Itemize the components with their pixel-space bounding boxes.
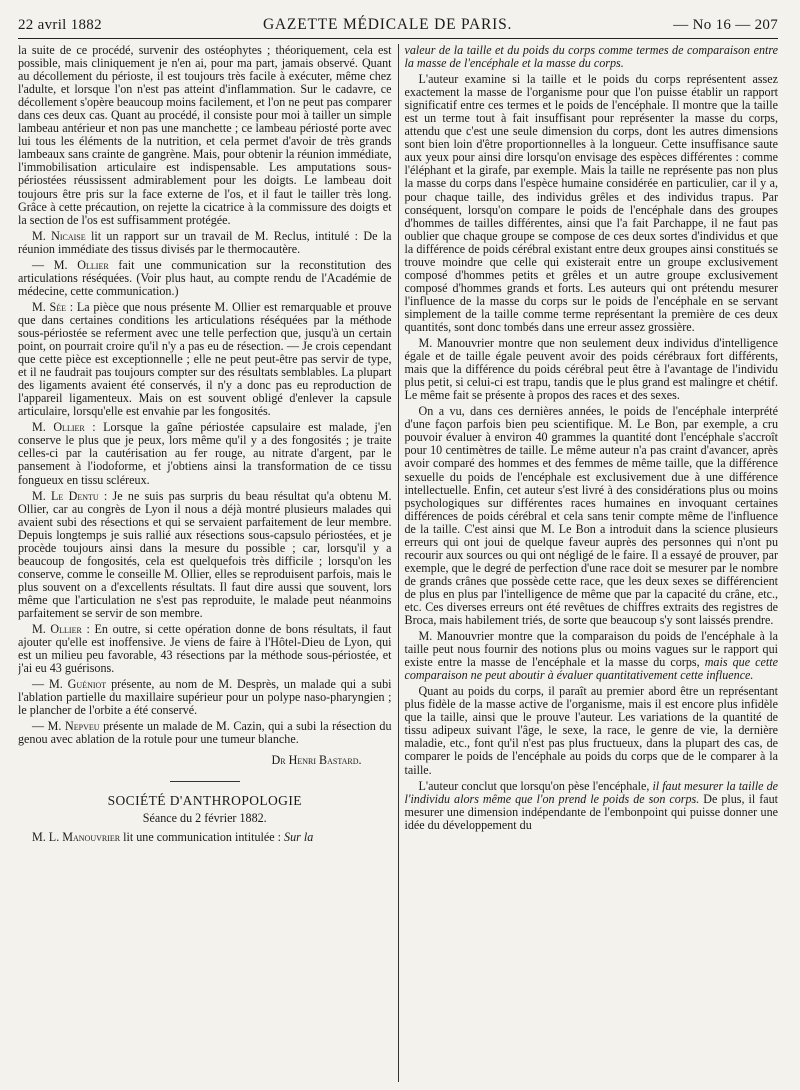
- section-separator: [170, 781, 240, 782]
- header-date: 22 avril 1882: [18, 17, 102, 33]
- paragraph-text: fait une communication sur la reconstitution des articulations réséquées. (Voir plus haut, au compte rendu de l'Académie de médecine, cette communication.): [18, 257, 392, 298]
- paragraph: [18, 623, 392, 675]
- paragraph: M. Manouvrier montre que non seulement deux individus d'intelligence égale et de taille égale peuvent avoir des poids cérébraux fort différents, mais que la différence du poids cérébral peut être à l'avantage de l'individu plus petit, si celui-ci est trapu, tandis que le plus grand est malingre et chétif. Le même fait se présente à propos des races et des sexes.: [404, 336, 778, 403]
- paragraph-text: : Je ne suis pas surpris du beau résultat qu'a obtenu M. Ollier, car au congrès de Lyon il nous a déjà montré plusieurs malades qui avaient subi des résections et qui se servaient parfaitement de leur membre. Depuis longtemps je suis rallié aux résections sous-capsulo périostées, et je procède toujours ainsi dans la mesure du possible ; car, lorsqu'il y a beaucoup de fongosités, cela est quelquefois très difficile ; lorsqu'on les conserve, comme le conseille M. Ollier, elles se reproduisent parfois, mais le plus souvent on a d'excellents résultats. Il faut dire aussi que souvent, lors même que l'articulation ne s'est pas reproduite, le malade peut néanmoins parfaitement se servir de son membre.: [18, 488, 392, 620]
- paragraph: On a vu, dans ces dernières années, le poids de l'encéphale interprété d'une façon parfois bien peu scientifique. M. Le Bon, par exemple, a cru pouvoir évaluer à environ 40 grammes la quantité dont l'encéphale s'accroît pour 10 centimètres de taille. Le même auteur n'a pas craint d'avancer, après avoir comparé des hommes et des femmes de même taille, que la différence sexuelle du poids de l'encéphale est exclusivement due à une différence intellectuelle. Enfin, cet auteur s'est livré à des considérations plus ou moins psychologiques sur différentes races humaines en invoquant certaines différences de poids cérébral et cela sans tenir compte même de l'influence de la taille. C'est ainsi que M. Le Bon a introduit dans la science plusieurs erreurs qui ont joui de quelque faveur auprès des personnes qui n'ont pu recourir aux sources ou qui ont négligé de le faire. Il a essayé de prouver, par exemple, que le degré de perfection d'une race doit se mesurer par le nombre de grands crânes que possède cette race, que les deux sexes se différencient de plus en plus par l'intelligence de même que par la capacité du crâne, etc., etc. Ces diverses erreurs ont été revêtues de chiffres extraits des registres de Broca, mais habilement triés, de sorte que beaucoup s'y sont laissés prendre.: [404, 404, 778, 628]
- paragraph: [405, 44, 779, 70]
- paragraph: [405, 630, 779, 682]
- paragraph-text: présente, au nom de M. Desprès, un malade qui a subi l'ablation partielle du maxillaire supérieur pour un polype naso-pharyngien ; le plancher de l'orbite a été conservé.: [18, 677, 392, 718]
- communication-title: valeur de la taille et du poids du corps comme termes de comparaison entre la masse de l'encéphale et la masse du corps.: [404, 44, 778, 71]
- running-header: [18, 12, 778, 34]
- text-columns: [18, 44, 778, 1082]
- paragraph: [18, 490, 392, 620]
- speaker-name: M. Ollier: [32, 622, 82, 637]
- header-rule: [18, 38, 778, 39]
- speaker-name: M. Ollier: [53, 257, 109, 272]
- paragraph: [18, 301, 392, 418]
- header-issue-page: — No 16 — 207: [673, 17, 778, 33]
- paragraph-text: M. Manouvrier montre que la comparaison du poids de l'encéphale à la taille peut nous fournir des notions plus ou moins vagues sur le rapport qui existe entre la masse de l'encéphale et la masse du corps,: [404, 629, 778, 670]
- speaker-name: M. Ollier: [32, 420, 85, 435]
- paragraph: la suite de ce procédé, survenir des ostéophytes ; théoriquement, cela est possible, mais cliniquement je n'en ai, pour ma part, jamais observé. Quant au décollement du périoste, il est toujours très facile à exécuter, même chez l'adulte, et lorsque l'on n'est pas atteint d'inflammation. Sur le cadavre, ce décollement s'opère beaucoup moins facilement, et l'on ne peut pas comparer dans ces deux cas. Quant au procédé, il consiste pour moi à tailler un simple lambeau antérieur et non pas une manchette ; ce lambeau périosté porte avec lui tous les éléments de la nutrition, et cela permet d'avoir de très grands lambeaux sans crainte de gangrène. Mais, pour obtenir la réunion immédiate, l'immobilisation articulaire est indispensable. Les amputations sous-périostées réussissent admirablement pour les doigts. Le lambeau doit toujours être pris sur la face externe de l'os, et il faut le tailler très long. Grâce à cette précaution, on rejette la cicatrice à la commissure des doigts et la section de l'os est suffisamment protégée.: [18, 44, 392, 227]
- right-column: [399, 44, 779, 1082]
- speaker-name: — M. Guéniot: [32, 677, 107, 692]
- paragraph-text: lit une communication intitulée :: [120, 829, 285, 844]
- paragraph: [405, 780, 779, 832]
- section-heading: SOCIÉTÉ D'ANTHROPOLOGIE: [107, 793, 302, 809]
- paragraph-text: : Lorsque la gaîne périostée capsulaire est malade, j'en conserve le plus que je peux, lors même qu'il y a des fongosités ; je traite celles-ci par la cautérisation au fer rouge, au nitrate d'argent, par le pansement à l'iodoforme, et j'obtiens ainsi la transformation de ce tissu fongueux en tissu scléreux.: [18, 420, 392, 487]
- paragraph-text: De plus, il faut mesurer une dimension indépendante de l'embonpoint qui puisse donner une idée du développement du: [404, 791, 778, 832]
- speaker-name: M. Sée: [32, 299, 67, 314]
- emphasis-text: il faut mesurer la taille de l'individu alors même que l'on prend le poids de son corps.: [404, 778, 778, 806]
- session-date: Séance du 2 février 1882.: [142, 810, 267, 825]
- paragraph: [18, 831, 392, 844]
- speaker-name: — M. Nepveu: [32, 719, 100, 734]
- paragraph: [18, 259, 392, 298]
- header-title: GAZETTE MÉDICALE DE PARIS.: [262, 16, 513, 33]
- paragraph-text: L'auteur conclut que lorsqu'on pèse l'encéphale,: [418, 778, 653, 793]
- communication-title-start: Sur la: [284, 829, 314, 844]
- speaker-name: M. L. Manouvrier: [32, 829, 121, 844]
- paragraph-text: : La pièce que nous présente M. Ollier est remarquable et prouve que dans certaines conditions les articulations réséquées par la méthode sous-périostée se referment avec une telle perfection que, jusqu'à un certain point, on pourrait croire qu'il n'y a pas eu de résection. — Je crois cependant que cette pièce est exceptionnelle ; elle ne peut peut-être pas servir de type, et il ne faudrait pas toujours compter sur des résultats semblables. La plupart des ligaments avaient été conservés, il n'y a donc pas eu reproduction de l'appareil ligamenteux. Mais on est souvent obligé d'enlever la capsule articulaire, lorsqu'elle est envahie par les fongosités.: [18, 299, 392, 419]
- speaker-name: M. Le Dentu: [32, 488, 99, 503]
- author-signature: Dr Henri Bastard.: [271, 753, 362, 768]
- left-column: [18, 44, 398, 1082]
- paragraph: [18, 421, 392, 486]
- paragraph: [18, 230, 392, 256]
- paragraph-text: : En outre, si cette opération donne de bons résultats, il faut ajouter qu'elle est inoffensive. Je viens de faire à l'Hôtel-Dieu de Lyon, qui est un milieu peu favorable, 43 résections par la méthode sous-périostée, et j'ai eu 43 guérisons.: [18, 622, 392, 676]
- emphasis-text: mais que cette comparaison ne peut aboutir à évaluer quantitativement cette influence.: [404, 655, 778, 683]
- paragraph-text: lit un rapport sur un travail de M. Reclus, intitulé : De la réunion immédiate des tissus divisés par le thermocautère.: [18, 228, 392, 256]
- dash: —: [32, 257, 54, 272]
- paragraph: [18, 720, 392, 746]
- paragraph: L'auteur examine si la taille et le poids du corps représentent assez exactement la masse de l'organisme pour que l'on puisse établir un rapport significatif entre ces termes et le poids de l'encéphale. Il montre que la taille est un terme tout à fait insuffisant pour représenter la masse du corps, attendu que c'est une seule dimension du corps, dont les autres dimensions sont bien loin d'être proportionnelles à la longueur. Cette insuffisance saute aux yeux pour ainsi dire lorsqu'on envisage des espèces différentes : comme l'éléphant et la girafe, par exemple. Mais la taille ne représente pas non plus la masse du corps dans l'espèce humaine considérée en particulier, car il y a, pour chaque taille, des individus grêles et des individus trapus. Par conséquent, lorsqu'on compare le poids de l'encéphale dans des groupes d'hommes de tailles différentes, ainsi que l'a fait Parchappe, il ne faut pas oublier que chaque groupe se compose de ces deux sortes d'individus et que la différence de poids cérébral existant entre deux groupes ainsi constitués se trouve moindre que celle qui existerait entre un groupe exclusivement composé d'hommes petits et grêles et un autre groupe exclusivement composé d'hommes grands et forts. Les auteurs qui ont prétendu mesurer l'influence de la masse du corps sur le poids de l'encéphale en se servant simplement de la taille comme terme représentant la première de ces deux quantités, sont donc tombés dans une erreur assez grossière.: [404, 72, 778, 334]
- paragraph-text: présente un malade de M. Cazin, qui a subi la résection du genou avec ablation de la rotule pour une tumeur blanche.: [18, 719, 392, 747]
- paragraph: [18, 678, 392, 717]
- speaker-name: M. Nicaise: [32, 228, 86, 243]
- paragraph: Quant au poids du corps, il paraît au premier abord être un représentant plus fidèle de la masse active de l'organisme, mais il est encore plus infidèle que la taille, ainsi que le prouve l'auteur. Les variations de la quantité de tissu adipeux suivant l'âge, le sexe, la race, le genre de vie, la dernière maladie, etc., font qu'il n'est pas plus fructueux, dans la plupart des cas, de comparer le poids de l'encéphale au poids du corps que de le comparer à la taille.: [404, 684, 778, 777]
